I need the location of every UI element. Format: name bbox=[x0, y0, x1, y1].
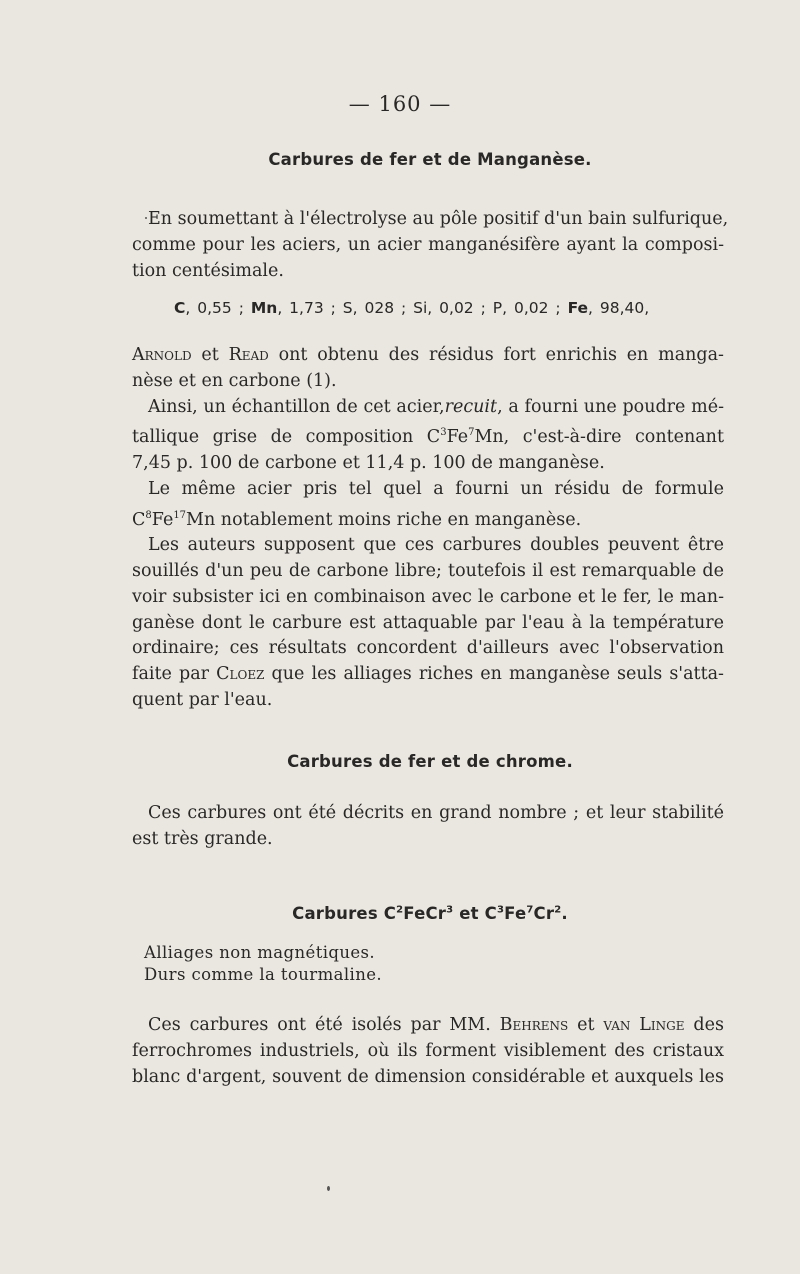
author-behrens: Behrens bbox=[499, 1015, 569, 1035]
text-line: Le même acier pris tel quel a fourni un résidu de formule bbox=[148, 478, 724, 499]
isolation-paragraph bbox=[132, 1013, 724, 1090]
element-si: Si bbox=[413, 299, 428, 317]
value-p: 0,02 bbox=[513, 299, 549, 317]
property-item: Durs comme la tourmaline. bbox=[144, 965, 383, 984]
text-line: 7,45 p. 100 de carbone et 11,4 p. 100 de manganèse. bbox=[132, 453, 605, 474]
text-line: Arnold et Read ont obtenu des résidus fort enrichis en manga- bbox=[132, 345, 724, 365]
element-p: P bbox=[492, 299, 503, 317]
text-line: tion centésimale. bbox=[132, 260, 284, 281]
text-line: Ces carbures ont été isolés par MM. Behrens et van Linge des bbox=[148, 1015, 724, 1035]
section-title-manganese: Carbures de fer et de Manganèse. bbox=[268, 150, 592, 169]
element-c: C bbox=[174, 299, 186, 317]
text-line: En soumettant à l'électrolyse au pôle positif d'un bain sulfurique, bbox=[148, 209, 729, 229]
text-line: tallique grise de composition $C^3Fe^7Mn$, c'est-à-dire contenant bbox=[132, 427, 724, 448]
element-s: S bbox=[342, 299, 353, 317]
composition-line: C, 0,55 ; Mn, 1,73 ; S, 028 ; Si, 0,02 ; P, 0,02 ; Fe, 98,40, bbox=[174, 299, 650, 317]
text-line: ferrochromes industriels, où ils forment visiblement des cristaux bbox=[132, 1040, 724, 1061]
body-paragraphs bbox=[132, 343, 724, 714]
ink-speck bbox=[145, 217, 147, 219]
ink-speck bbox=[327, 1186, 330, 1191]
author-arnold: Arnold bbox=[132, 345, 192, 365]
element-fe: Fe bbox=[567, 299, 589, 317]
value-si: 0,02 bbox=[439, 299, 474, 317]
author-van-linge: van Linge bbox=[603, 1015, 685, 1035]
value-fe: 98,40 bbox=[599, 299, 645, 317]
text-line: Ainsi, un échantillon de cet acier,recuit, a fourni une poudre mé- bbox=[148, 396, 724, 417]
section-title-chrome-carbides: Carbures $C^2FeCr^3$ et $C^3Fe^7Cr^2$. bbox=[292, 904, 568, 923]
text-line: Ces carbures ont été décrits en grand nombre ; et leur stabilité bbox=[148, 803, 724, 823]
author-cloez: Cloez bbox=[216, 664, 265, 685]
text-line: blanc d'argent, souvent de dimension considérable et auxquels les bbox=[132, 1066, 724, 1087]
text-line: comme pour les aciers, un acier manganésifère ayant la composi- bbox=[132, 234, 724, 255]
value-mn: 1,73 bbox=[289, 299, 324, 317]
chrome-paragraph bbox=[132, 801, 724, 853]
properties-list bbox=[144, 942, 382, 986]
text-line: voir subsister ici en combinaison avec le carbone et le fer, le man- bbox=[132, 586, 724, 607]
text-line: $C^8Fe^{17}Mn$ notablement moins riche en manganèse. bbox=[132, 509, 582, 530]
section-title-chrome: Carbures de fer et de chrome. bbox=[287, 752, 573, 771]
text-line: faite par Cloez que les alliages riches en manganèse seuls s'atta- bbox=[132, 664, 724, 685]
text-line: souillés d'un peu de carbone libre; toutefois il est remarquable de bbox=[132, 561, 724, 582]
text-line: Les auteurs supposent que ces carbures doubles peuvent être bbox=[148, 535, 724, 556]
page-number: — 160 — bbox=[348, 92, 452, 116]
intro-paragraph bbox=[132, 207, 729, 284]
value-s: 028 bbox=[364, 299, 395, 317]
text-line: quent par l'eau. bbox=[132, 690, 273, 711]
text-line: ordinaire; ces résultats concordent d'ailleurs avec l'observation bbox=[132, 638, 724, 659]
author-read: Read bbox=[228, 345, 269, 365]
property-item: Alliages non magnétiques. bbox=[144, 943, 376, 962]
text-line: est très grande. bbox=[132, 828, 273, 849]
italic-recuit: recuit bbox=[444, 396, 498, 417]
element-mn: Mn bbox=[250, 299, 278, 317]
text-line: ganèse dont le carbure est attaquable par l'eau à la température bbox=[132, 612, 724, 633]
value-c: 0,55 bbox=[197, 299, 232, 317]
text-line: nèse et en carbone (1). bbox=[132, 370, 337, 391]
